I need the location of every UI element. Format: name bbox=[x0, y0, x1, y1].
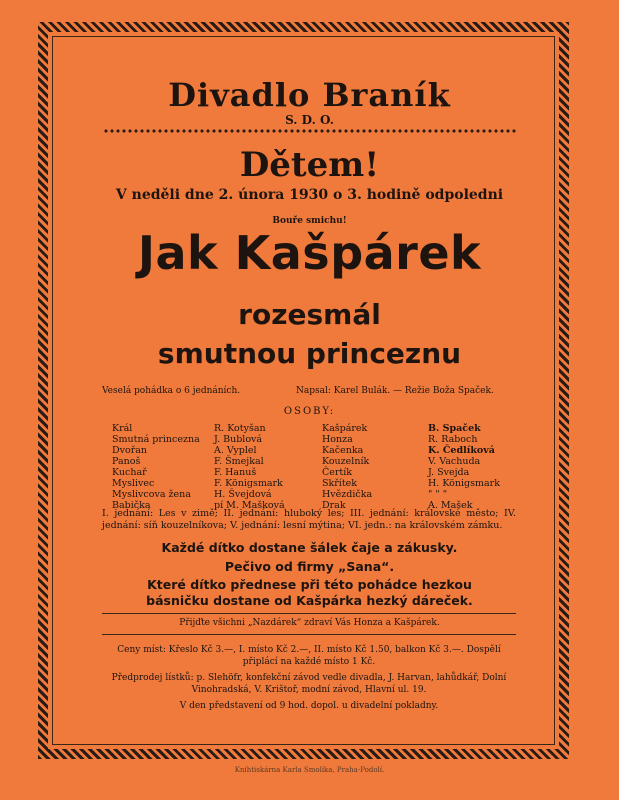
presale: Předprodej lístků: p. Slehöfr, konfekční závod vedle divadla, J. Harvan, lahůdkář, Dolní Vinohradská, V. Krištoř, modní závod, Hlavní ul. 19. bbox=[111, 673, 507, 695]
cast-actor: J. Bublová bbox=[214, 434, 263, 445]
cast-actor: A. Mašek bbox=[428, 500, 473, 511]
cast-actor: R. Kotyšan bbox=[214, 423, 266, 434]
cast-actor: F. Königsmark bbox=[214, 478, 283, 489]
divider bbox=[102, 613, 516, 614]
acts-description: I. jednání: Les v zimě; II. jednání: hluboký les; III. jednání: královské město; IV. jednání: síň kouzelníkova; V. jednání: lesní mýtina; VI. jedn.: na královském zámku. bbox=[102, 508, 516, 531]
cast-actor: J. Svejda bbox=[428, 467, 470, 478]
notice-bakery: Pečivo od firmy „Sana“. bbox=[224, 559, 395, 574]
organization: S. D. O. bbox=[285, 113, 334, 127]
cast-role: Drak bbox=[322, 500, 346, 511]
cast-right-actors bbox=[428, 423, 500, 511]
cast-role: Král bbox=[112, 423, 133, 434]
cast-role: Kuchař bbox=[112, 467, 147, 478]
cast-actor: F. Šmejkal bbox=[214, 456, 264, 467]
cast-actor: A. Vyplel bbox=[214, 445, 257, 456]
play-title-line3: smutnou princeznu bbox=[157, 337, 462, 370]
box-office: V den představení od 9 hod. dopol. u divadelní pokladny. bbox=[179, 701, 439, 711]
notice-poem-line1: Které dítko přednese při této pohádce hezkou bbox=[147, 577, 472, 592]
cast-heading: OSOBY: bbox=[283, 406, 336, 417]
credits-line: Napsal: Karel Bulák. — Režie Boža Spaček. bbox=[296, 386, 494, 396]
printer-credit: Knihtiskárna Karla Smolíka, Praha-Podolí. bbox=[234, 766, 385, 774]
cast-actor: H. Švejdová bbox=[214, 489, 272, 500]
cast-actor: B. Spaček bbox=[428, 423, 481, 434]
cast-role: Skřítek bbox=[322, 478, 358, 489]
greeting: Přijďte všichni „Nazdárek“ zdraví Vás Honza a Kašpárek. bbox=[179, 618, 440, 628]
cast-actor: H. Königsmark bbox=[428, 478, 500, 489]
cast-role: Panoš bbox=[112, 456, 141, 467]
cast-actor: pí M. Mašková bbox=[214, 500, 285, 511]
cast-actor: R. Raboch bbox=[428, 434, 478, 445]
cast-role: Myslivcova žena bbox=[112, 489, 191, 500]
notice-tea: Každé dítko dostane šálek čaje a zákusky. bbox=[161, 540, 458, 555]
play-title-line2: rozesmál bbox=[238, 298, 381, 331]
cast-actor: " " " bbox=[428, 489, 448, 500]
cast-role: Smutná princezna bbox=[112, 434, 200, 445]
cast-right-roles bbox=[322, 423, 372, 511]
cast-left-actors bbox=[214, 423, 285, 511]
play-title-line1: Jak Kašpárek bbox=[137, 226, 482, 280]
cast-role: Honza bbox=[322, 434, 353, 445]
genre-line: Veselá pohádka o 6 jednáních. bbox=[102, 386, 241, 396]
prices: Ceny míst: Křeslo Kč 3.—, I. místo Kč 2.—, II. místo Kč 1.50, balkon Kč 3.—. Dospělí připlácí na každé místo 1 Kč. bbox=[117, 645, 501, 667]
cast-actor: K. Čedlíková bbox=[428, 445, 495, 456]
tagline: Bouře smichu! bbox=[272, 216, 347, 226]
cast-role: Kouzelník bbox=[322, 456, 370, 467]
cast-role: Babička bbox=[112, 500, 151, 511]
cast-actor: F. Hanuš bbox=[214, 467, 257, 478]
cast-role: Kačenka bbox=[322, 445, 364, 456]
date-line: V neděli dne 2. února 1930 o 3. hodině odpoledni bbox=[115, 187, 504, 203]
cast-role: Hvězdička bbox=[322, 489, 373, 500]
cast-left-roles bbox=[112, 423, 200, 511]
headline: Dětem! bbox=[239, 145, 380, 185]
divider bbox=[102, 634, 516, 635]
cast-actor: V. Vachuda bbox=[428, 456, 481, 467]
notice-poem-line2: básničku dostane od Kašpárka hezký dáreček. bbox=[146, 593, 473, 608]
cast-role: Čertík bbox=[322, 467, 353, 478]
cast-role: Myslivec bbox=[112, 478, 155, 489]
cast-role: Kašpárek bbox=[322, 423, 368, 434]
dotted-divider bbox=[103, 128, 517, 134]
cast-role: Dvořan bbox=[112, 445, 148, 456]
theatre-name: Divadlo Braník bbox=[168, 76, 451, 114]
